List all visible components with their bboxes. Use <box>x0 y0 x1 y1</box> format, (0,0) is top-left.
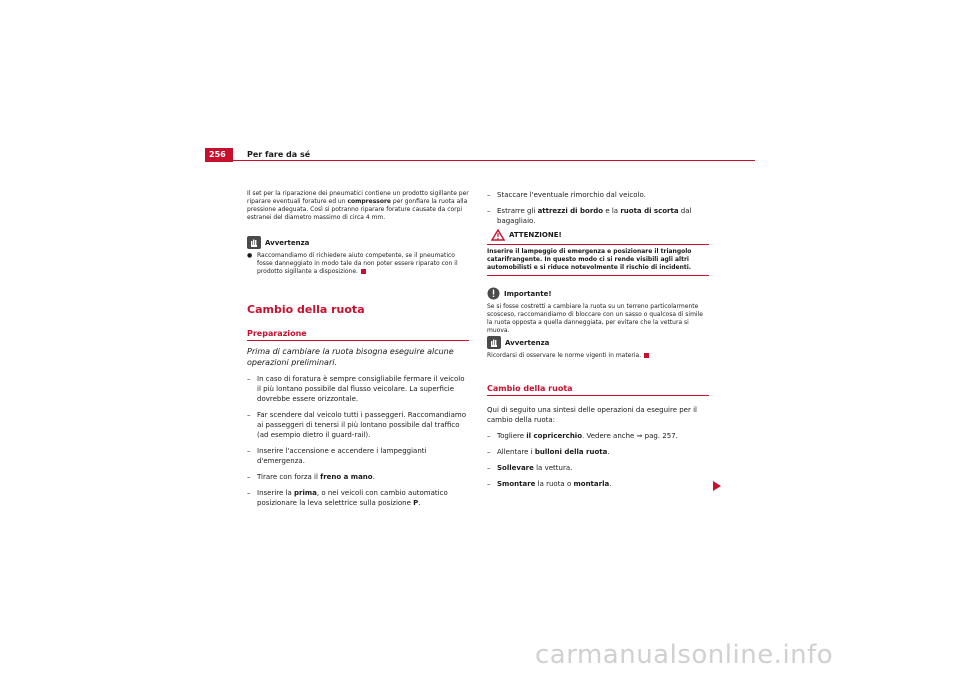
subsection-rule <box>247 340 469 341</box>
dash-marker: – <box>487 207 491 215</box>
list-item: – Allentare i bulloni della ruota. <box>487 448 610 456</box>
dash-marker: – <box>247 411 251 419</box>
warning-title: ATTENZIONE! <box>509 231 562 239</box>
list-item: – Sollevare la vettura. <box>487 464 573 472</box>
list-item: – Togliere il copricerchio. Vedere anche ⇒ pag. 257. <box>487 432 678 440</box>
change-intro: Qui di seguito una sintesi delle operazioni da eseguire per il cambio della ruota: <box>487 406 697 424</box>
dash-marker: – <box>247 375 251 383</box>
dash-marker: – <box>247 447 251 455</box>
continue-arrow-icon <box>713 481 721 491</box>
subsection-title: Preparazione <box>247 329 307 338</box>
list-item: – Far scendere dal veicolo tutti i passeggeri. Raccomandiamo ai passeggeri di tenersi il più lontano possibile dal traffico (ad esempio dietro il guard-rail). <box>247 411 467 439</box>
section-title: Cambio della ruota <box>247 303 365 316</box>
note-title: Avvertenza <box>265 238 310 247</box>
list-item: – Estrarre gli attrezzi di bordo e la ruota di scorta dal bagagliaio. <box>487 207 692 225</box>
warning-triangle-icon <box>491 229 505 241</box>
chapter-title: Per fare da sé <box>247 150 311 159</box>
steps-list-top <box>487 190 709 232</box>
warning-rule-bottom <box>487 275 709 276</box>
note-title: Avvertenza <box>505 338 550 347</box>
important-box <box>487 287 709 335</box>
important-text: Se si fosse costretti a cambiare la ruota su un terreno particolarmente scosceso, raccomandiamo di bloccare con un sasso o qualcosa di simile la ruota opposta a quella danneggiata, per evitare che la vettura si muova. <box>487 303 703 334</box>
steps-list-cambio <box>487 431 709 495</box>
important-title: Importante! <box>504 289 552 298</box>
page-number: 256 <box>205 148 233 162</box>
subsection-title-2: Cambio della ruota <box>487 384 573 393</box>
note-avvertenza <box>247 236 469 276</box>
note-avvertenza-2 <box>487 336 709 360</box>
bullet-icon: ● <box>247 252 253 259</box>
dash-marker: – <box>487 432 491 440</box>
intro-paragraph: Il set per la riparazione dei pneumatici contiene un prodotto sigillante per riparare eventuali forature ed un compressore per gonfiare la ruota alla pressione adeguata. Così si potranno riparare forature causate da corpi estranei del diametro massimo di circa 4 mm. <box>247 190 469 221</box>
dash-marker: – <box>247 473 251 481</box>
list-item: – Staccare l'eventuale rimorchio dal veicolo. <box>487 191 646 199</box>
warning-text: Inserire il lampeggio di emergenza e posizionare il triangolo catarifrangente. In questo modo ci si rende visibili agli altri automobilisti e si riduce notevolmente il rischio di incidenti. <box>487 248 692 271</box>
header-rule <box>205 160 755 161</box>
list-item: – In caso di foratura è sempre consigliabile fermare il veicolo il più lontano possibile dal flusso veicolare. La superficie dovrebbe essere orizzontale. <box>247 375 465 403</box>
watermark: carmanualsonline.info <box>535 640 834 670</box>
subsection-rule-2 <box>487 395 709 396</box>
end-marker-icon <box>361 269 366 274</box>
list-item: – Inserire l'accensione e accendere i lampeggianti d'emergenza. <box>247 447 427 465</box>
info-hand-icon <box>487 336 501 349</box>
list-item: – Inserire la prima, o nei veicoli con cambio automatico posizionare la leva selettrice sulla posizione P. <box>247 489 448 507</box>
end-marker-icon <box>644 353 649 358</box>
subsection-lead: Prima di cambiare la ruota bisogna eseguire alcune operazioni preliminari. <box>247 347 454 367</box>
dash-marker: – <box>487 448 491 456</box>
note-text: Ricordarsi di osservare le norme vigenti in materia. <box>487 352 709 360</box>
warning-box <box>487 229 709 276</box>
warning-rule <box>487 244 709 245</box>
list-item: – Smontare la ruota o montarla. <box>487 480 612 488</box>
note-text: ● Raccomandiamo di richiedere aiuto competente, se il pneumatico fosse danneggiato in modo tale da non poter essere riparato con il prodotto sigillante a disposizione. <box>247 252 458 275</box>
dash-marker: – <box>487 464 491 472</box>
dash-marker: – <box>487 480 491 488</box>
dash-marker: – <box>487 191 491 199</box>
list-item: – Tirare con forza il freno a mano. <box>247 473 375 481</box>
steps-list-preparazione <box>247 374 469 514</box>
exclamation-circle-icon <box>487 287 500 300</box>
info-hand-icon <box>247 236 261 249</box>
dash-marker: – <box>247 489 251 497</box>
